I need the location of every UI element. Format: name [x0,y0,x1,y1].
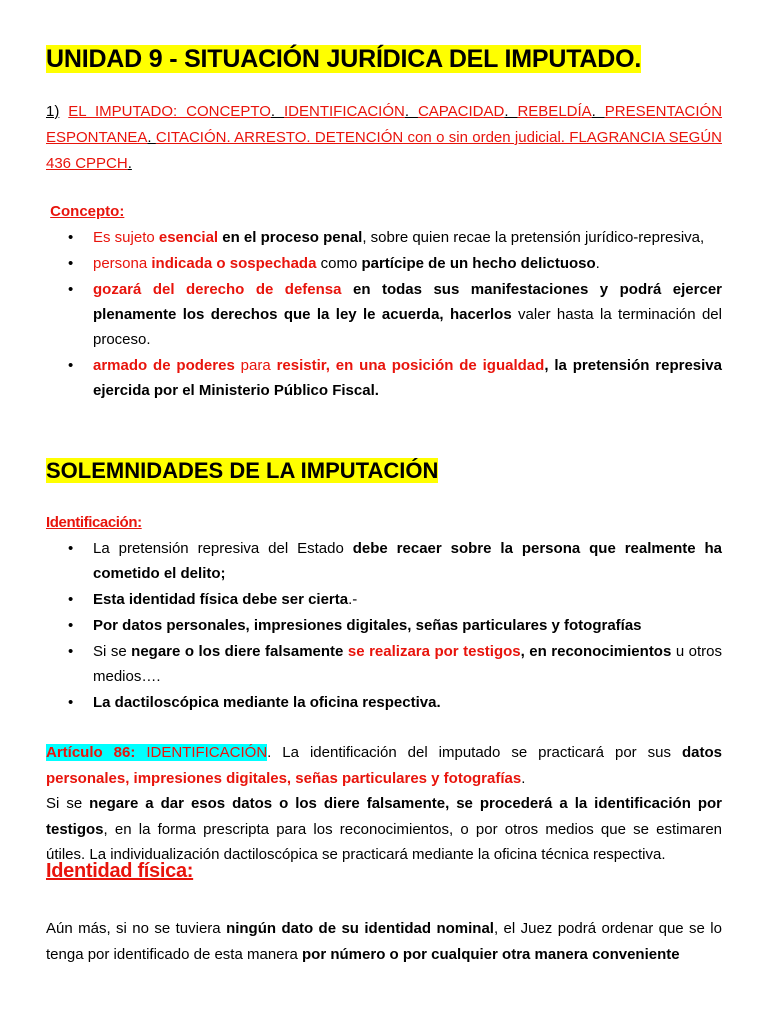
articulo-p2c: , en la forma prescripta para los reconocimientos, o por otros medios que se estimaren útiles. La individualización dactiloscópica se practicará mediante la oficina técnica respectiva. [46,820,722,863]
concepto-heading-text: Concepto: [50,203,125,220]
list-item [46,225,722,250]
concepto-b1-a: Es sujeto [93,229,159,246]
articulo-name: IDENTIFICACIÓN [146,744,268,761]
identidad-p4: por número o por cualquier otra manera conveniente [302,945,680,963]
intro-paragraph [46,99,722,177]
articulo-p1c: personales, impresiones digitales, señas particulares y fotografías [46,769,522,787]
concepto-b3-b: en todas sus manifestaciones y podrá ejercer plenamente los derechos que la ley le acuerda, hacerlos [93,281,722,323]
concepto-b4-a: armado de poderes [93,357,235,374]
unit-title [46,42,641,76]
list-item [46,613,722,638]
list-item [46,536,722,586]
identificacion-subheading-text: Identificación: [46,514,142,531]
list-item [46,690,722,715]
articulo-86-paragraph [46,740,722,868]
ident-b4-a: Si se [93,643,132,660]
concepto-b2-e: . [595,255,600,272]
articulo-p1a: . La identificación del imputado se practicará por sus [267,744,682,761]
concepto-heading [46,202,124,222]
intro-topic-rebeldia: REBELDÍA [517,103,592,120]
intro-separator: . [270,103,284,120]
articulo-p1b: datos [681,744,722,761]
ident-b5: La dactiloscópica mediante la oficina respectiva. [93,694,441,711]
list-item [46,587,722,612]
list-item [46,353,722,403]
intro-topic-identificacion: IDENTIFICACIÓN [284,103,405,120]
identidad-p1: Aún más, si no se tuviera [46,920,227,937]
unit-title-text: UNIDAD 9 - SITUACIÓN JURÍDICA DEL IMPUTADO. [46,45,642,73]
intro-end: . [127,155,132,172]
concepto-b4-c: resistir, en una posición de igualdad [276,357,545,374]
ident-b4-d: , en reconocimientos [520,643,672,660]
intro-number: 1) [46,103,60,120]
identificacion-subheading [46,513,142,533]
concepto-b1-c: en el proceso penal [218,229,363,246]
list-item [46,639,722,689]
identidad-p3: , el Juez podrá ordenar que se lo tenga por identificado de esta manera [46,920,722,963]
concepto-b3-a: gozará del derecho de defensa [93,281,342,298]
intro-separator: . [591,103,605,120]
identificacion-list [46,536,722,716]
solemnidades-heading-text: SOLEMNIDADES DE LA IMPUTACIÓN [46,458,439,483]
intro-topic-presentacion: PRESENTACIÓN ESPONTANEA [46,103,723,146]
solemnidades-heading [46,455,438,487]
intro-topic-detencion: CITACIÓN. ARRESTO. DETENCIÓN con o sin orden judicial. FLAGRANCIA SEGÚN 436 CPPCH [46,129,722,172]
ident-b4-e: u otros medios…. [93,643,723,685]
articulo-p1d: . [521,769,526,787]
identidad-heading [46,857,193,885]
list-item [46,251,722,276]
ident-b1-b: debe recaer sobre la persona que realmente ha cometido el delito; [93,540,722,582]
identidad-paragraph [46,916,722,967]
intro-topic-concepto: EL IMPUTADO: CONCEPTO [68,103,271,120]
articulo-p2b: negare a dar esos datos o los diere falsamente, se procederá a la identificación por testigos [46,795,722,838]
concepto-b3-c: valer hasta la terminación del proceso. [93,306,722,348]
intro-separator: . [504,103,518,120]
ident-b4-b: negare o los diere falsamente [131,643,344,660]
ident-b1-a: La pretensión represiva del Estado [93,540,353,557]
concepto-b2-b: indicada o sospechada [151,255,317,272]
concepto-b2-d: partícipe de un hecho delictuoso [361,255,596,272]
articulo-label: Artículo 86: [46,744,136,761]
ident-b2-a: Esta identidad física debe ser cierta [93,591,349,608]
intro-topic-capacidad: CAPACIDAD [417,103,505,120]
concepto-b1-d: , sobre quien recae la pretensión jurídico-represiva, [362,229,705,246]
concepto-b1-b: esencial [158,229,219,246]
intro-separator: . [404,103,418,120]
articulo-p2a: Si se [46,795,90,812]
concepto-list [46,225,722,404]
concepto-b4-d: , la pretensión represiva ejercida por el Ministerio Público Fiscal. [93,357,722,399]
concepto-b2-c: como [316,255,362,272]
ident-b4-c: se realizara por testigos [347,643,521,660]
list-item [46,277,722,352]
identidad-heading-text: Identidad física: [46,860,194,882]
identidad-p2: ningún dato de su identidad nominal [226,920,494,937]
ident-b2-b: .- [348,591,358,608]
ident-b3: Por datos personales, impresiones digitales, señas particulares y fotografías [93,617,642,634]
concepto-b2-a: persona [93,255,152,272]
intro-separator: . [147,129,156,146]
concepto-b4-b: para [234,357,277,374]
